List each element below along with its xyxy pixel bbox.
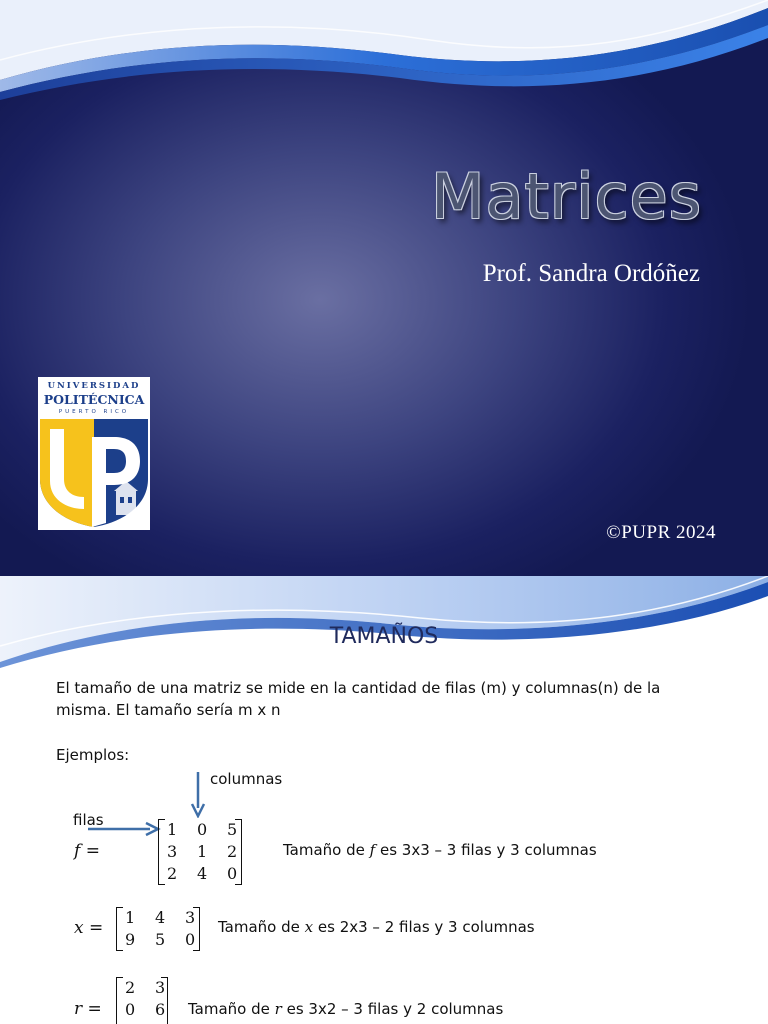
- rows-label: filas: [73, 811, 104, 829]
- matrix-cell: 5: [155, 930, 166, 949]
- examples-label: Ejemplos:: [56, 746, 130, 764]
- matrix-cell: 2: [167, 864, 178, 883]
- logo-line-2: POLITÉCNICA: [43, 392, 145, 407]
- matrix-cell: 3: [155, 978, 166, 997]
- matrix-x-equals: x =: [74, 918, 104, 938]
- matrix-cell: 0: [227, 864, 238, 883]
- matrix-row: [167, 841, 237, 863]
- matrix-cell: 0: [197, 820, 208, 839]
- matrix-f-equals: f =: [74, 841, 100, 861]
- matrix-cell: 3: [167, 842, 178, 861]
- university-logo: [38, 377, 150, 530]
- right-arrow-icon: [88, 821, 162, 837]
- matrix-cell: 0: [125, 1000, 136, 1019]
- logo-shield-icon: [40, 419, 148, 527]
- desc-var: r: [274, 1000, 282, 1018]
- matrix-x: [116, 907, 200, 951]
- slide-subtitle: Prof. Sandra Ordóñez: [482, 260, 700, 287]
- matrix-r-grid: [125, 977, 165, 1021]
- logo-line-3: PUERTO RICO: [58, 409, 130, 415]
- matrix-cell: 5: [227, 820, 238, 839]
- matrix-cell: 1: [197, 842, 208, 861]
- matrix-cell: 6: [155, 1000, 166, 1019]
- matrix-x-grid: [125, 907, 195, 951]
- desc-prefix: Tamaño de: [218, 918, 305, 936]
- slide-title: Matrices: [430, 160, 702, 233]
- matrix-cell: 3: [185, 908, 196, 927]
- matrix-row: [125, 907, 195, 929]
- slide-heading: TAMAÑOS: [329, 624, 439, 649]
- matrix-f-grid: [167, 819, 237, 885]
- matrix-row: [125, 999, 165, 1021]
- matrix-row: [167, 863, 237, 885]
- matrix-r-equals: r =: [74, 999, 102, 1019]
- desc-suffix: es 2x3 – 2 filas y 3 columnas: [313, 918, 535, 936]
- matrix-cell: 4: [155, 908, 166, 927]
- matrix-cell: 9: [125, 930, 136, 949]
- matrix-row: [125, 929, 195, 951]
- matrix-row: [167, 819, 237, 841]
- matrix-cell: 0: [185, 930, 196, 949]
- desc-prefix: Tamaño de: [188, 1000, 275, 1018]
- desc-suffix: es 3x2 – 3 filas y 2 columnas: [281, 1000, 504, 1018]
- down-arrow-icon: [190, 772, 206, 818]
- desc-var: x: [304, 918, 314, 936]
- matrix-x-size-description: [218, 918, 535, 936]
- matrix-cell: 2: [125, 978, 136, 997]
- definition-paragraph: El tamaño de una matriz se mide en la cantidad de filas (m) y columnas(n) de la misma. El tamaño sería m x n: [56, 679, 661, 719]
- matrix-f-size-description: [283, 841, 597, 859]
- desc-suffix: es 3x3 – 3 filas y 3 columnas: [375, 841, 597, 859]
- matrix-f: [158, 819, 242, 885]
- desc-var: f: [369, 841, 376, 859]
- desc-prefix: Tamaño de: [283, 841, 370, 859]
- columns-label: columnas: [210, 770, 283, 788]
- matrix-cell: 2: [227, 842, 238, 861]
- matrix-cell: 4: [197, 864, 208, 883]
- matrix-cell: 1: [167, 820, 178, 839]
- matrix-cell: 1: [125, 908, 136, 927]
- matrix-r: [116, 977, 168, 1024]
- matrix-row: [125, 977, 165, 999]
- matrix-r-size-description: [188, 1000, 503, 1018]
- content-slide: [0, 576, 768, 1024]
- copyright-text: ©PUPR 2024: [606, 522, 716, 543]
- logo-line-1: UNIVERSIDAD: [47, 381, 141, 391]
